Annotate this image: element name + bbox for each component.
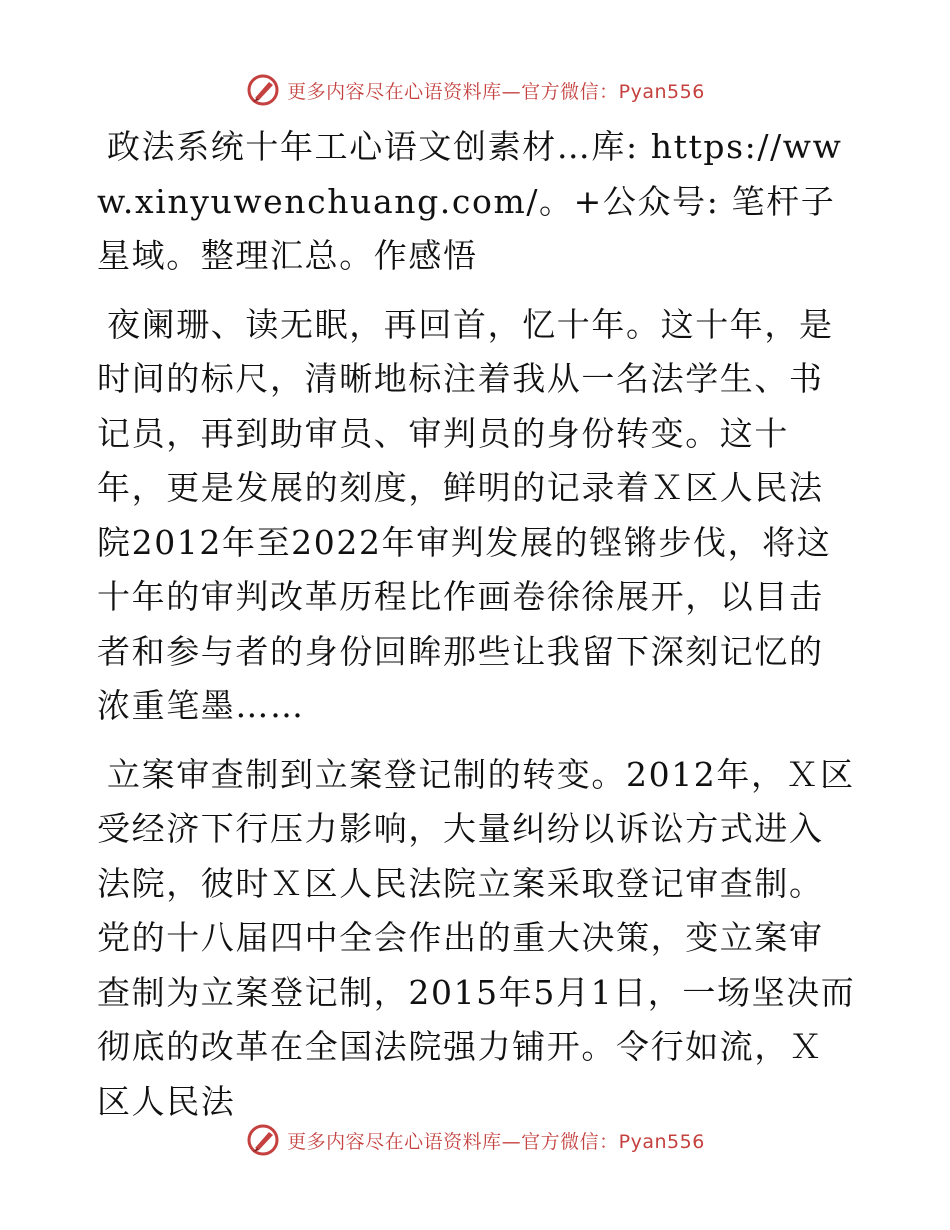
paragraph-reflection-intro: 夜阑珊、读无眠，再回首，忆十年。这十年，是时间的标尺，清晰地标注着我从一名法学生、书记员，再到助审员、审判员的身份转变。这十年，更是发展的刻度，鲜明的记录着Ｘ区人民法院2012年至2022年审判发展的铿锵步伐，将这十年的审判改革历程比作画卷徐徐展开，以目击者和参与者的身份回眸那些让我留下深刻记忆的浓重笔墨…… [97,304,834,725]
banner-text: 更多内容尽在心语资料库—官方微信：Pyan556 [287,1130,705,1153]
footer-banner [0,1118,950,1162]
document-body [97,120,857,1143]
header-banner [0,68,950,112]
brand-logo-icon [245,72,281,108]
banner-text: 更多内容尽在心语资料库—官方微信：Pyan556 [287,80,705,103]
brand-logo-icon [245,1122,281,1158]
paragraph-source-note: 政法系统十年工心语文创素材…库: https://www.xinyuwenchuang.com/。+公众号: 笔杆子星域。整理汇总。作感悟 [97,127,843,275]
paragraph-case-registration: 立案审查制到立案登记制的转变。2012年，Ｘ区受经济下行压力影响，大量纠纷以诉讼方式进入法院，彼时Ｘ区人民法院立案采取登记审查制。党的十八届四中全会作出的重大决策，变立案审查制为立案登记制，2015年5月1日，一场坚决而彻底的改革在全国法院强力铺开。令行如流，Ｘ区人民法 [97,754,856,1121]
